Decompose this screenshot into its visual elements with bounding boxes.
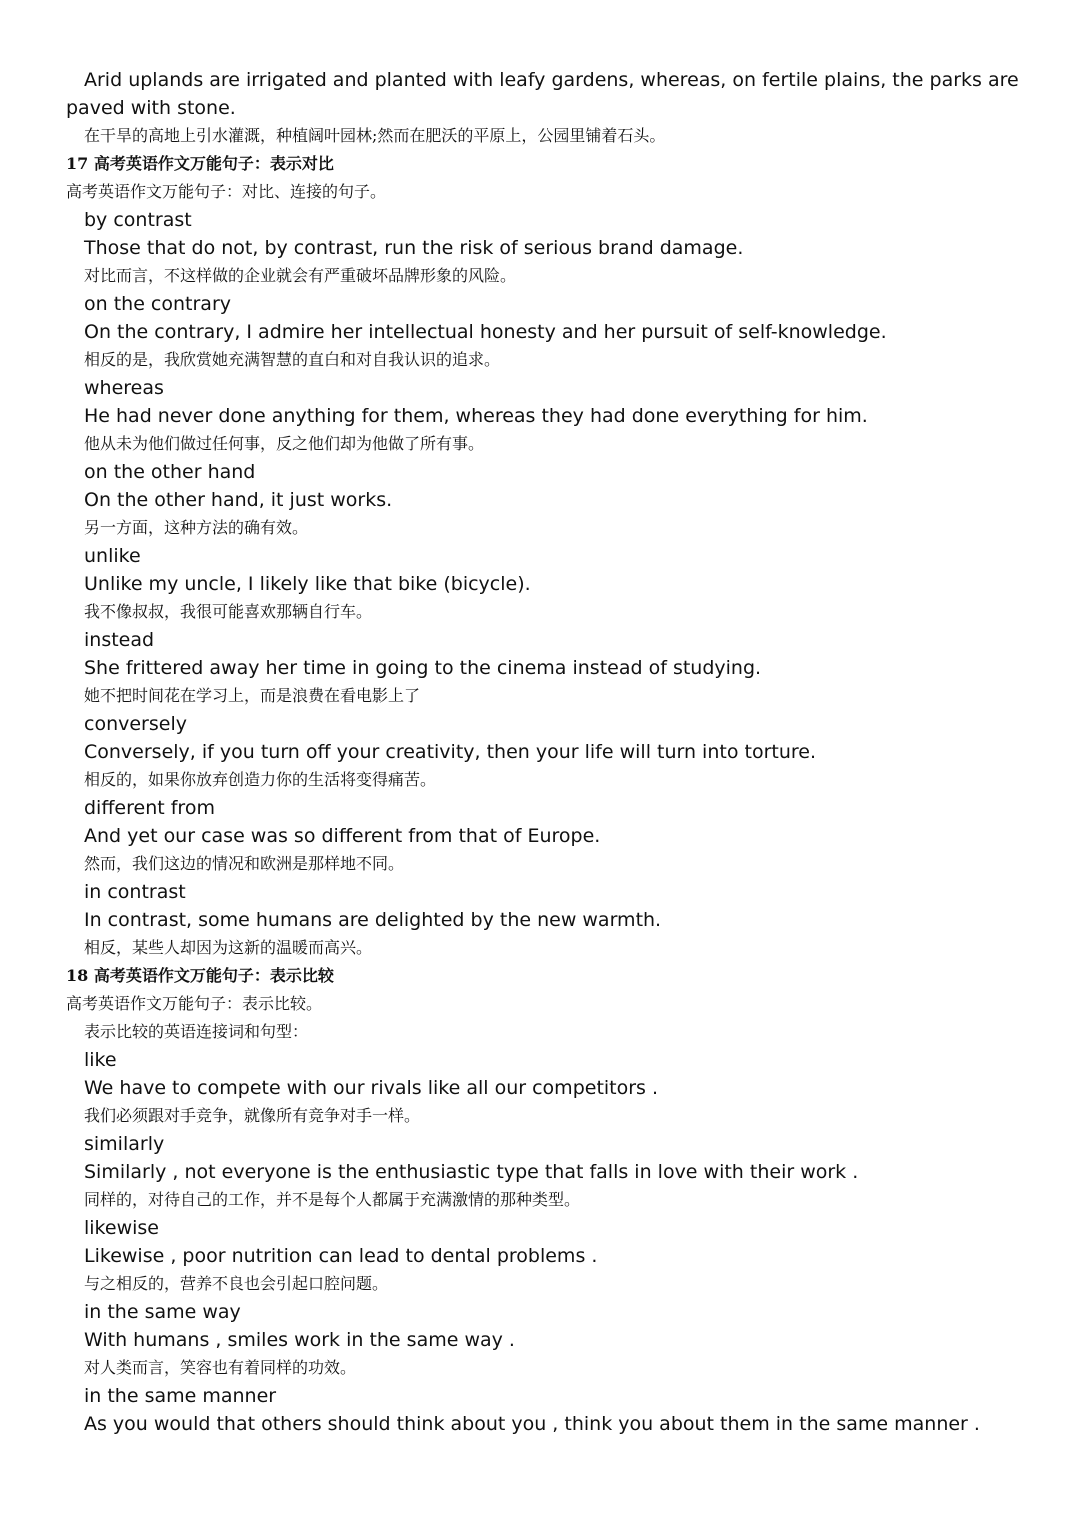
entry-example: Those that do not, by contrast, run the risk of serious brand damage.	[84, 237, 744, 259]
section-18-entry	[0, 1130, 1080, 1214]
entry-translation: 对比而言，不这样做的企业就会有严重破坏品牌形象的风险。	[84, 266, 517, 285]
section-18-heading: 18 高考英语作文万能句子：表示比较	[66, 966, 334, 985]
entry-example: In contrast, some humans are delighted by the new warmth.	[84, 909, 662, 931]
entry-phrase: like	[84, 1049, 117, 1071]
entry-example: As you would that others should think about you , think you about them in the same manner .	[84, 1413, 980, 1435]
intro-translation: 在干旱的高地上引水灌溉，种植阔叶园林;然而在肥沃的平原上，公园里铺着石头。	[84, 126, 666, 145]
intro-sentence: Arid uplands are irrigated and planted with leafy gardens, whereas, on fertile plains, the parks are paved with stone.	[66, 69, 1019, 119]
entry-phrase: unlike	[84, 545, 141, 567]
entry-translation: 然而，我们这边的情况和欧洲是那样地不同。	[84, 854, 405, 873]
section-17-entry	[0, 626, 1080, 710]
section-17-entry	[0, 542, 1080, 626]
entry-translation: 相反，某些人却因为这新的温暖而高兴。	[84, 938, 373, 957]
section-17-entry	[0, 374, 1080, 458]
entry-example: On the contrary, I admire her intellectual honesty and her pursuit of self-knowledge.	[84, 321, 887, 343]
section-17-entry	[0, 290, 1080, 374]
entry-phrase: similarly	[84, 1133, 165, 1155]
entry-phrase: on the contrary	[84, 293, 231, 315]
entry-translation: 同样的，对待自己的工作，并不是每个人都属于充满激情的那种类型。	[84, 1190, 581, 1209]
entry-example: On the other hand, it just works.	[84, 489, 393, 511]
entry-phrase: whereas	[84, 377, 164, 399]
entry-example: Unlike my uncle, I likely like that bike (bicycle).	[84, 573, 531, 595]
entry-phrase: on the other hand	[84, 461, 256, 483]
section-18-intro: 表示比较的英语连接词和句型：	[84, 1022, 309, 1041]
section-18-entry	[0, 1214, 1080, 1298]
entry-translation: 我不像叔叔，我很可能喜欢那辆自行车。	[84, 602, 373, 621]
entry-example: He had never done anything for them, whereas they had done everything for him.	[84, 405, 868, 427]
section-18-entry	[0, 1298, 1080, 1382]
section-17-heading: 17 高考英语作文万能句子：表示对比	[66, 154, 334, 173]
entry-phrase: in the same manner	[84, 1385, 277, 1407]
entry-translation: 他从未为他们做过任何事，反之他们却为他做了所有事。	[84, 434, 485, 453]
entry-example: With humans , smiles work in the same way .	[84, 1329, 515, 1351]
section-17-entry	[0, 206, 1080, 290]
entry-phrase: by contrast	[84, 209, 192, 231]
section-17-entry	[0, 878, 1080, 962]
entry-phrase: instead	[84, 629, 155, 651]
entry-translation: 相反的，如果你放弃创造力你的生活将变得痛苦。	[84, 770, 437, 789]
entry-phrase: conversely	[84, 713, 187, 735]
entry-translation: 对人类而言，笑容也有着同样的功效。	[84, 1358, 357, 1377]
entry-translation: 另一方面，这种方法的确有效。	[84, 518, 309, 537]
entry-phrase: likewise	[84, 1217, 159, 1239]
section-17-entry	[0, 794, 1080, 878]
entry-example: She frittered away her time in going to the cinema instead of studying.	[84, 657, 762, 679]
entry-example: We have to compete with our rivals like all our competitors .	[84, 1077, 659, 1099]
section-18-entry	[0, 1382, 1080, 1438]
entry-phrase: different from	[84, 797, 215, 819]
section-18-entry	[0, 1046, 1080, 1130]
entry-translation: 我们必须跟对手竞争，就像所有竞争对手一样。	[84, 1106, 421, 1125]
entry-translation: 相反的是，我欣赏她充满智慧的直白和对自我认识的追求。	[84, 350, 501, 369]
section-17-subtitle: 高考英语作文万能句子：对比、连接的句子。	[66, 182, 387, 201]
entry-example: Conversely, if you turn off your creativity, then your life will turn into torture.	[84, 741, 816, 763]
section-17-entry	[0, 458, 1080, 542]
entry-phrase: in contrast	[84, 881, 186, 903]
entry-translation: 她不把时间花在学习上，而是浪费在看电影上了	[84, 686, 421, 705]
entry-translation: 与之相反的，营养不良也会引起口腔问题。	[84, 1274, 389, 1293]
entry-example: Likewise , poor nutrition can lead to dental problems .	[84, 1245, 598, 1267]
entry-example: Similarly , not everyone is the enthusiastic type that falls in love with their work .	[84, 1161, 859, 1183]
document-content	[0, 66, 1080, 1438]
entry-phrase: in the same way	[84, 1301, 241, 1323]
entry-example: And yet our case was so different from that of Europe.	[84, 825, 601, 847]
section-17-entry	[0, 710, 1080, 794]
section-18-subtitle: 高考英语作文万能句子：表示比较。	[66, 994, 323, 1013]
